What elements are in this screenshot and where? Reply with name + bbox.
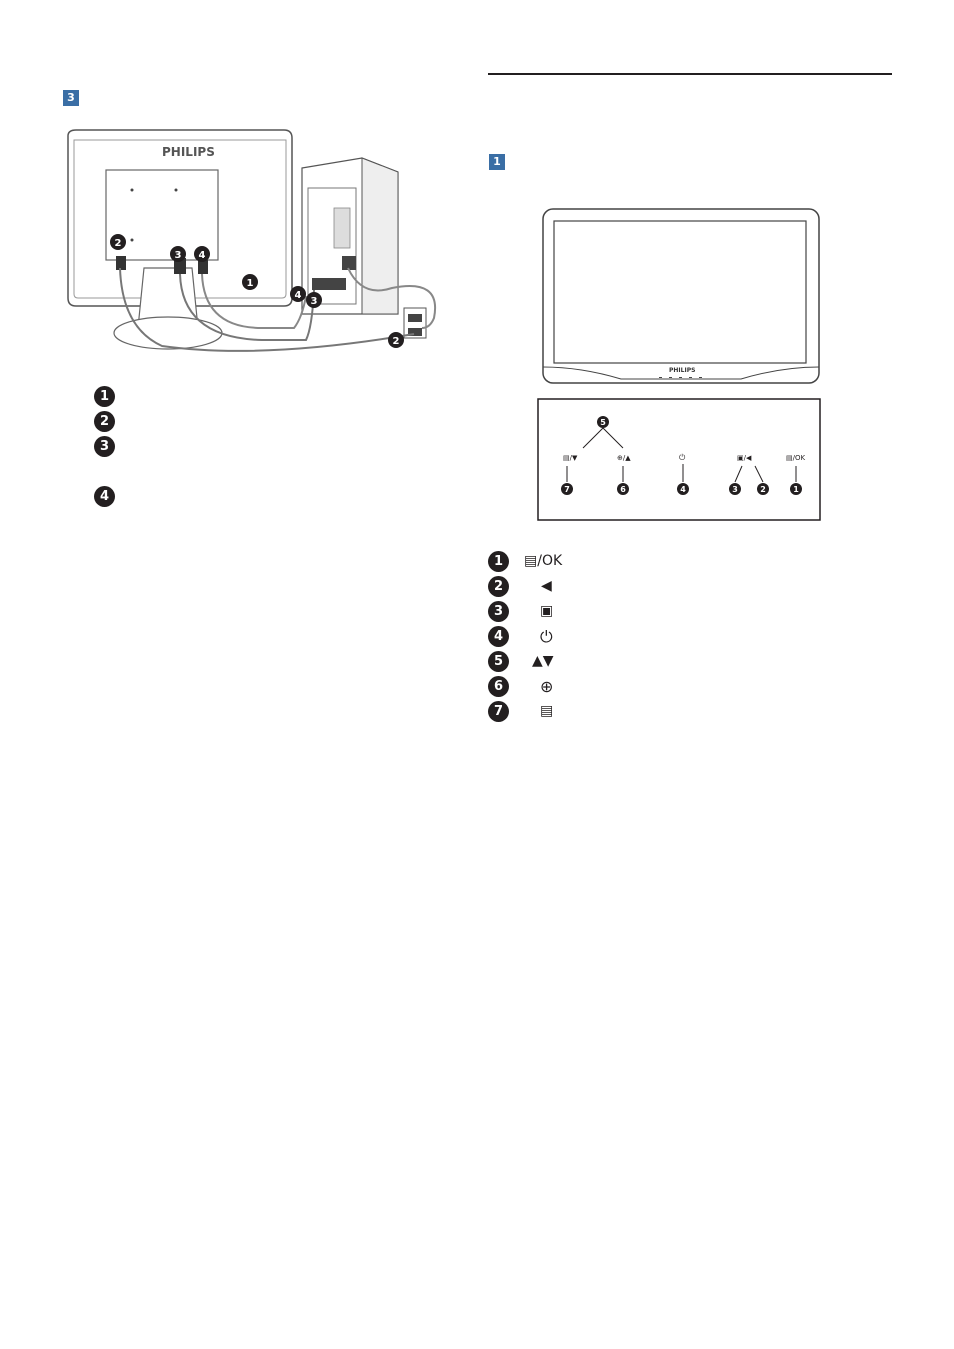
- left-legend-4: 4: [94, 486, 115, 507]
- svg-text:5: 5: [600, 418, 606, 427]
- right-legend-num: 4: [488, 626, 509, 647]
- callout-1: [242, 274, 258, 290]
- panel-key-6: ⊕/▲: [617, 454, 631, 462]
- step-3-badge: 3: [63, 90, 79, 106]
- right-legend-num: 6: [488, 676, 509, 697]
- input-source-icon: ⊕: [540, 677, 554, 696]
- rear-brand-logo: PHILIPS: [162, 145, 215, 159]
- callout-3-rear: [170, 246, 186, 262]
- step-1-badge: 1: [489, 154, 505, 170]
- panel-callout-1: [790, 483, 802, 495]
- panel-callout-5: [597, 416, 609, 428]
- svg-text:4: 4: [294, 290, 302, 301]
- callout-2-rear: [110, 234, 126, 250]
- svg-text:1: 1: [793, 485, 799, 494]
- panel-callout-3: [729, 483, 741, 495]
- up-down-arrows-icon: ▲▼: [532, 653, 554, 669]
- svg-text:2: 2: [392, 336, 400, 347]
- panel-key-3: ▣/◀: [737, 454, 752, 462]
- panel-key-4: ⏻: [679, 453, 686, 462]
- panel-callout-7: [561, 483, 573, 495]
- section-divider: [488, 73, 892, 75]
- svg-text:1: 1: [246, 278, 254, 289]
- right-legend-num: 3: [488, 601, 509, 622]
- callout-4-rear: [194, 246, 210, 262]
- menu-ok-icon: ▤/OK: [524, 553, 563, 569]
- panel-callout-6: [617, 483, 629, 495]
- right-legend-num: 5: [488, 651, 509, 672]
- rear-connection-illustration: [62, 128, 452, 368]
- right-legend-num: 7: [488, 701, 509, 722]
- right-legend-num: 1: [488, 551, 509, 572]
- panel-callout-2: [757, 483, 769, 495]
- panel-callout-4: [677, 483, 689, 495]
- svg-text:3: 3: [732, 485, 738, 494]
- svg-text:2: 2: [760, 485, 766, 494]
- svg-text:4: 4: [680, 485, 686, 494]
- left-legend-1: 1: [94, 386, 115, 407]
- svg-text:2: 2: [114, 238, 122, 249]
- left-arrow-icon: ◀: [541, 578, 552, 594]
- svg-text:6: 6: [620, 485, 626, 494]
- svg-text:7: 7: [564, 485, 570, 494]
- power-icon: ⏻: [540, 627, 553, 646]
- aspect-ratio-icon: ▣: [540, 603, 554, 619]
- svg-text:3: 3: [174, 250, 182, 261]
- right-legend-num: 2: [488, 576, 509, 597]
- left-legend-3: 3: [94, 436, 115, 457]
- panel-key-1: ▤/OK: [786, 454, 806, 462]
- panel-key-7: ▤/▼: [563, 454, 578, 462]
- callout-4-pc: [290, 286, 306, 302]
- svg-text:3: 3: [310, 296, 318, 307]
- monitor-front-illustration: [541, 207, 821, 387]
- control-panel-closeup: [537, 398, 821, 522]
- svg-text:4: 4: [198, 250, 206, 261]
- front-brand-logo: PHILIPS: [669, 367, 696, 374]
- smart-image-icon: ▤: [540, 703, 554, 719]
- callout-2-socket: [388, 332, 404, 348]
- left-legend-2: 2: [94, 411, 115, 432]
- callout-3-pc: [306, 292, 322, 308]
